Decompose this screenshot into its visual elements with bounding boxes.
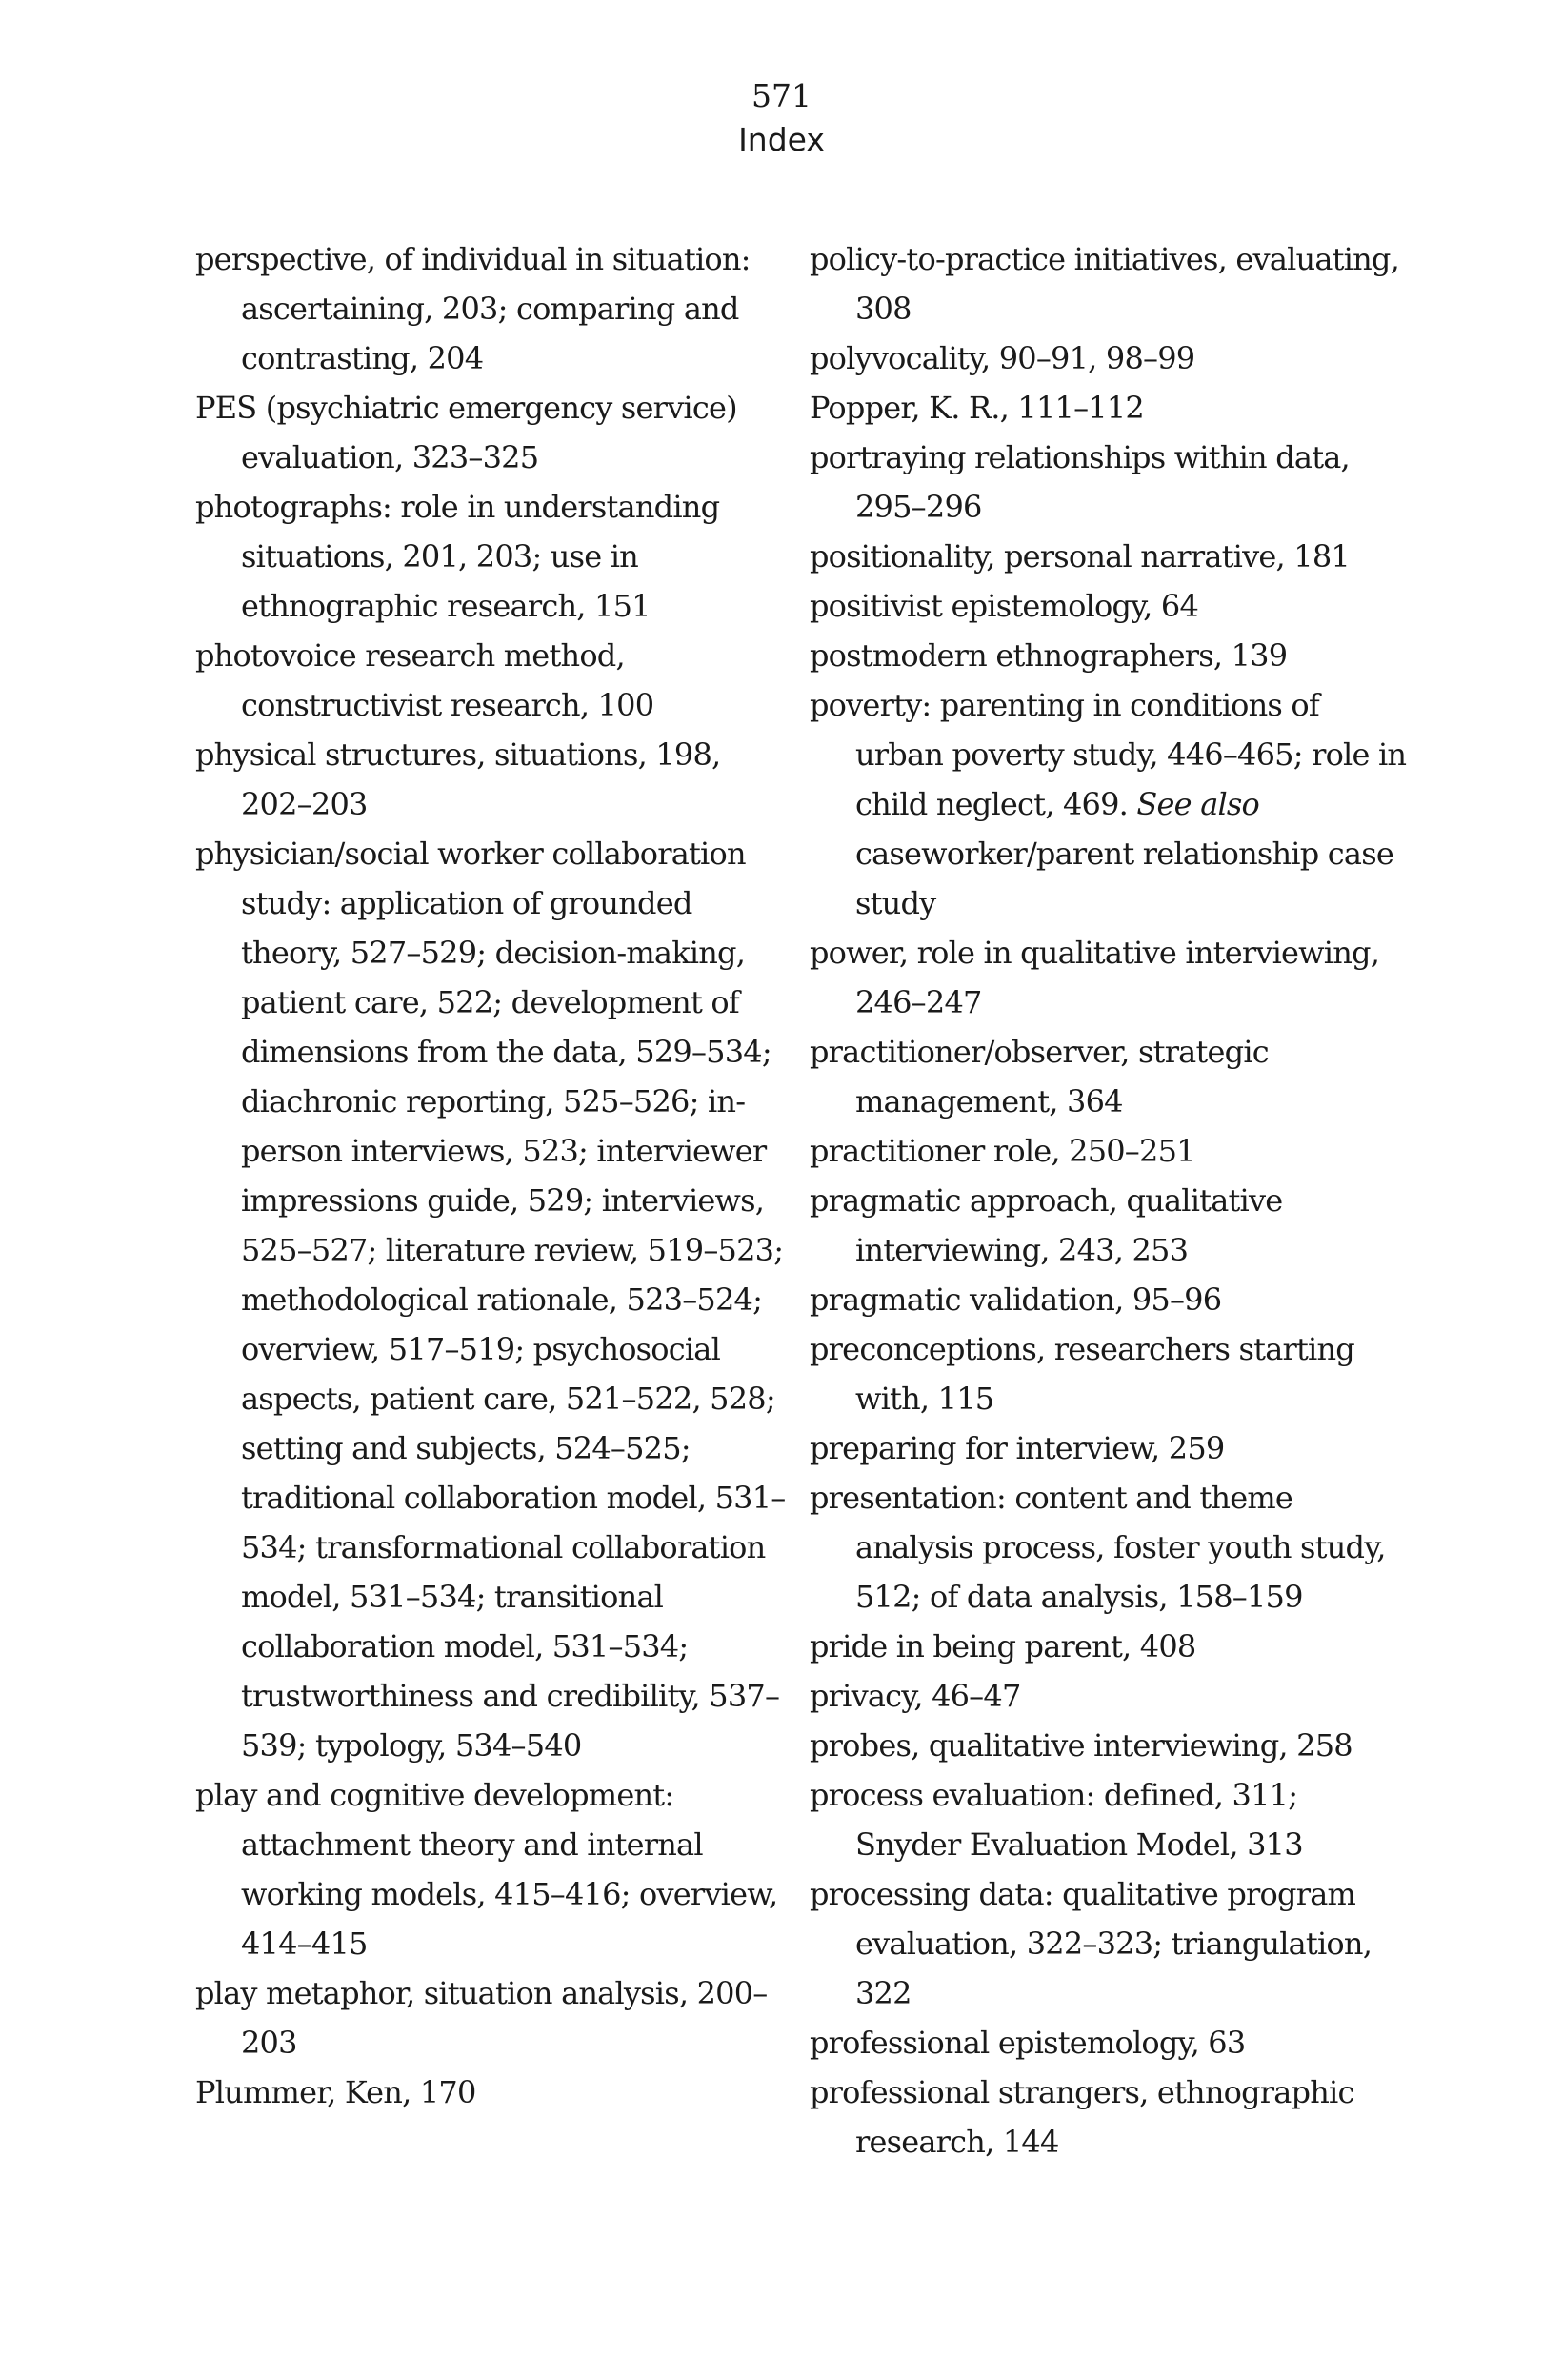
index-entry: photovoice research method, constructivist research, 100: [195, 637, 654, 723]
index-column-right: [810, 234, 1410, 2167]
index-entry: play metaphor, situation analysis, 200–203: [195, 1975, 768, 2061]
index-entry: perspective, of individual in situation: ascertaining, 203; comparing and contrasting, 204: [195, 241, 751, 376]
index-entry: physician/social worker collaboration study: application of grounded theory, 527–529; decision-making, patient care, 522; development of dimensions from the data, 529–534; diachronic reporting, 525–526; in-person interviews, 523; interviewer impressions guide, 529; interviews, 525–527; literature review, 519–523; methodological rationale, 523–524; overview, 517–519; psychosocial aspects, patient care, 521–522, 528; setting and subjects, 524–525; traditional collaboration model, 531–534; transformational collaboration model, 531–534; transitional collaboration model, 531–534; trustworthiness and credibility, 537–539; typology, 534–540: [195, 836, 786, 1764]
page-header: [0, 74, 1563, 162]
index-entry: Popper, K. R., 111–112: [810, 390, 1144, 426]
index-entry: probes, qualitative interviewing, 258: [810, 1727, 1353, 1764]
entry-text-continued: caseworker/parent relationship case study: [855, 836, 1393, 921]
index-entry: pragmatic validation, 95–96: [810, 1281, 1222, 1318]
section-title: Index: [738, 121, 825, 158]
index-entry: processing data: qualitative program evaluation, 322–323; triangulation, 322: [810, 1876, 1373, 2011]
index-entry: Plummer, Ken, 170: [195, 2074, 476, 2110]
index-entry: portraying relationships within data, 295–296: [810, 439, 1350, 525]
index-entry: power, role in qualitative interviewing, 246–247: [810, 935, 1380, 1020]
index-entry: practitioner/observer, strategic management, 364: [810, 1034, 1269, 1119]
see-also-reference: See also: [1136, 786, 1259, 822]
index-entry: play and cognitive development: attachment theory and internal working models, 415–416; overview, 414–415: [195, 1777, 778, 1962]
page-number: 571: [751, 77, 812, 114]
index-column-left: [195, 234, 795, 2117]
index-entry: PES (psychiatric emergency service) evaluation, 323–325: [195, 390, 737, 475]
index-entry: professional strangers, ethnographic research, 144: [810, 2074, 1354, 2160]
index-entry: presentation: content and theme analysis process, foster youth study, 512; of data analysis, 158–159: [810, 1480, 1386, 1615]
entry-text: poverty: parenting in conditions of urban poverty study, 446–465; role in child neglect, 469.: [810, 687, 1407, 822]
index-entry-poverty: [810, 680, 1410, 928]
index-entry: polyvocality, 90–91, 98–99: [810, 340, 1195, 376]
index-entry: positivist epistemology, 64: [810, 588, 1199, 624]
index-entry: privacy, 46–47: [810, 1678, 1021, 1714]
index-entry: pride in being parent, 408: [810, 1628, 1196, 1664]
index-entry: postmodern ethnographers, 139: [810, 637, 1288, 674]
index-entry: practitioner role, 250–251: [810, 1133, 1195, 1169]
index-entry: preparing for interview, 259: [810, 1430, 1225, 1466]
index-entry: physical structures, situations, 198, 202–203: [195, 736, 721, 822]
index-entry: pragmatic approach, qualitative interviewing, 243, 253: [810, 1182, 1283, 1268]
index-entry: positionality, personal narrative, 181: [810, 538, 1350, 575]
index-entry: policy-to-practice initiatives, evaluating, 308: [810, 241, 1399, 327]
index-entry: process evaluation: defined, 311; Snyder Evaluation Model, 313: [810, 1777, 1303, 1863]
index-entry: photographs: role in understanding situations, 201, 203; use in ethnographic research, 151: [195, 489, 720, 624]
index-entry: professional epistemology, 63: [810, 2025, 1246, 2061]
index-entry: preconceptions, researchers starting with, 115: [810, 1331, 1354, 1417]
